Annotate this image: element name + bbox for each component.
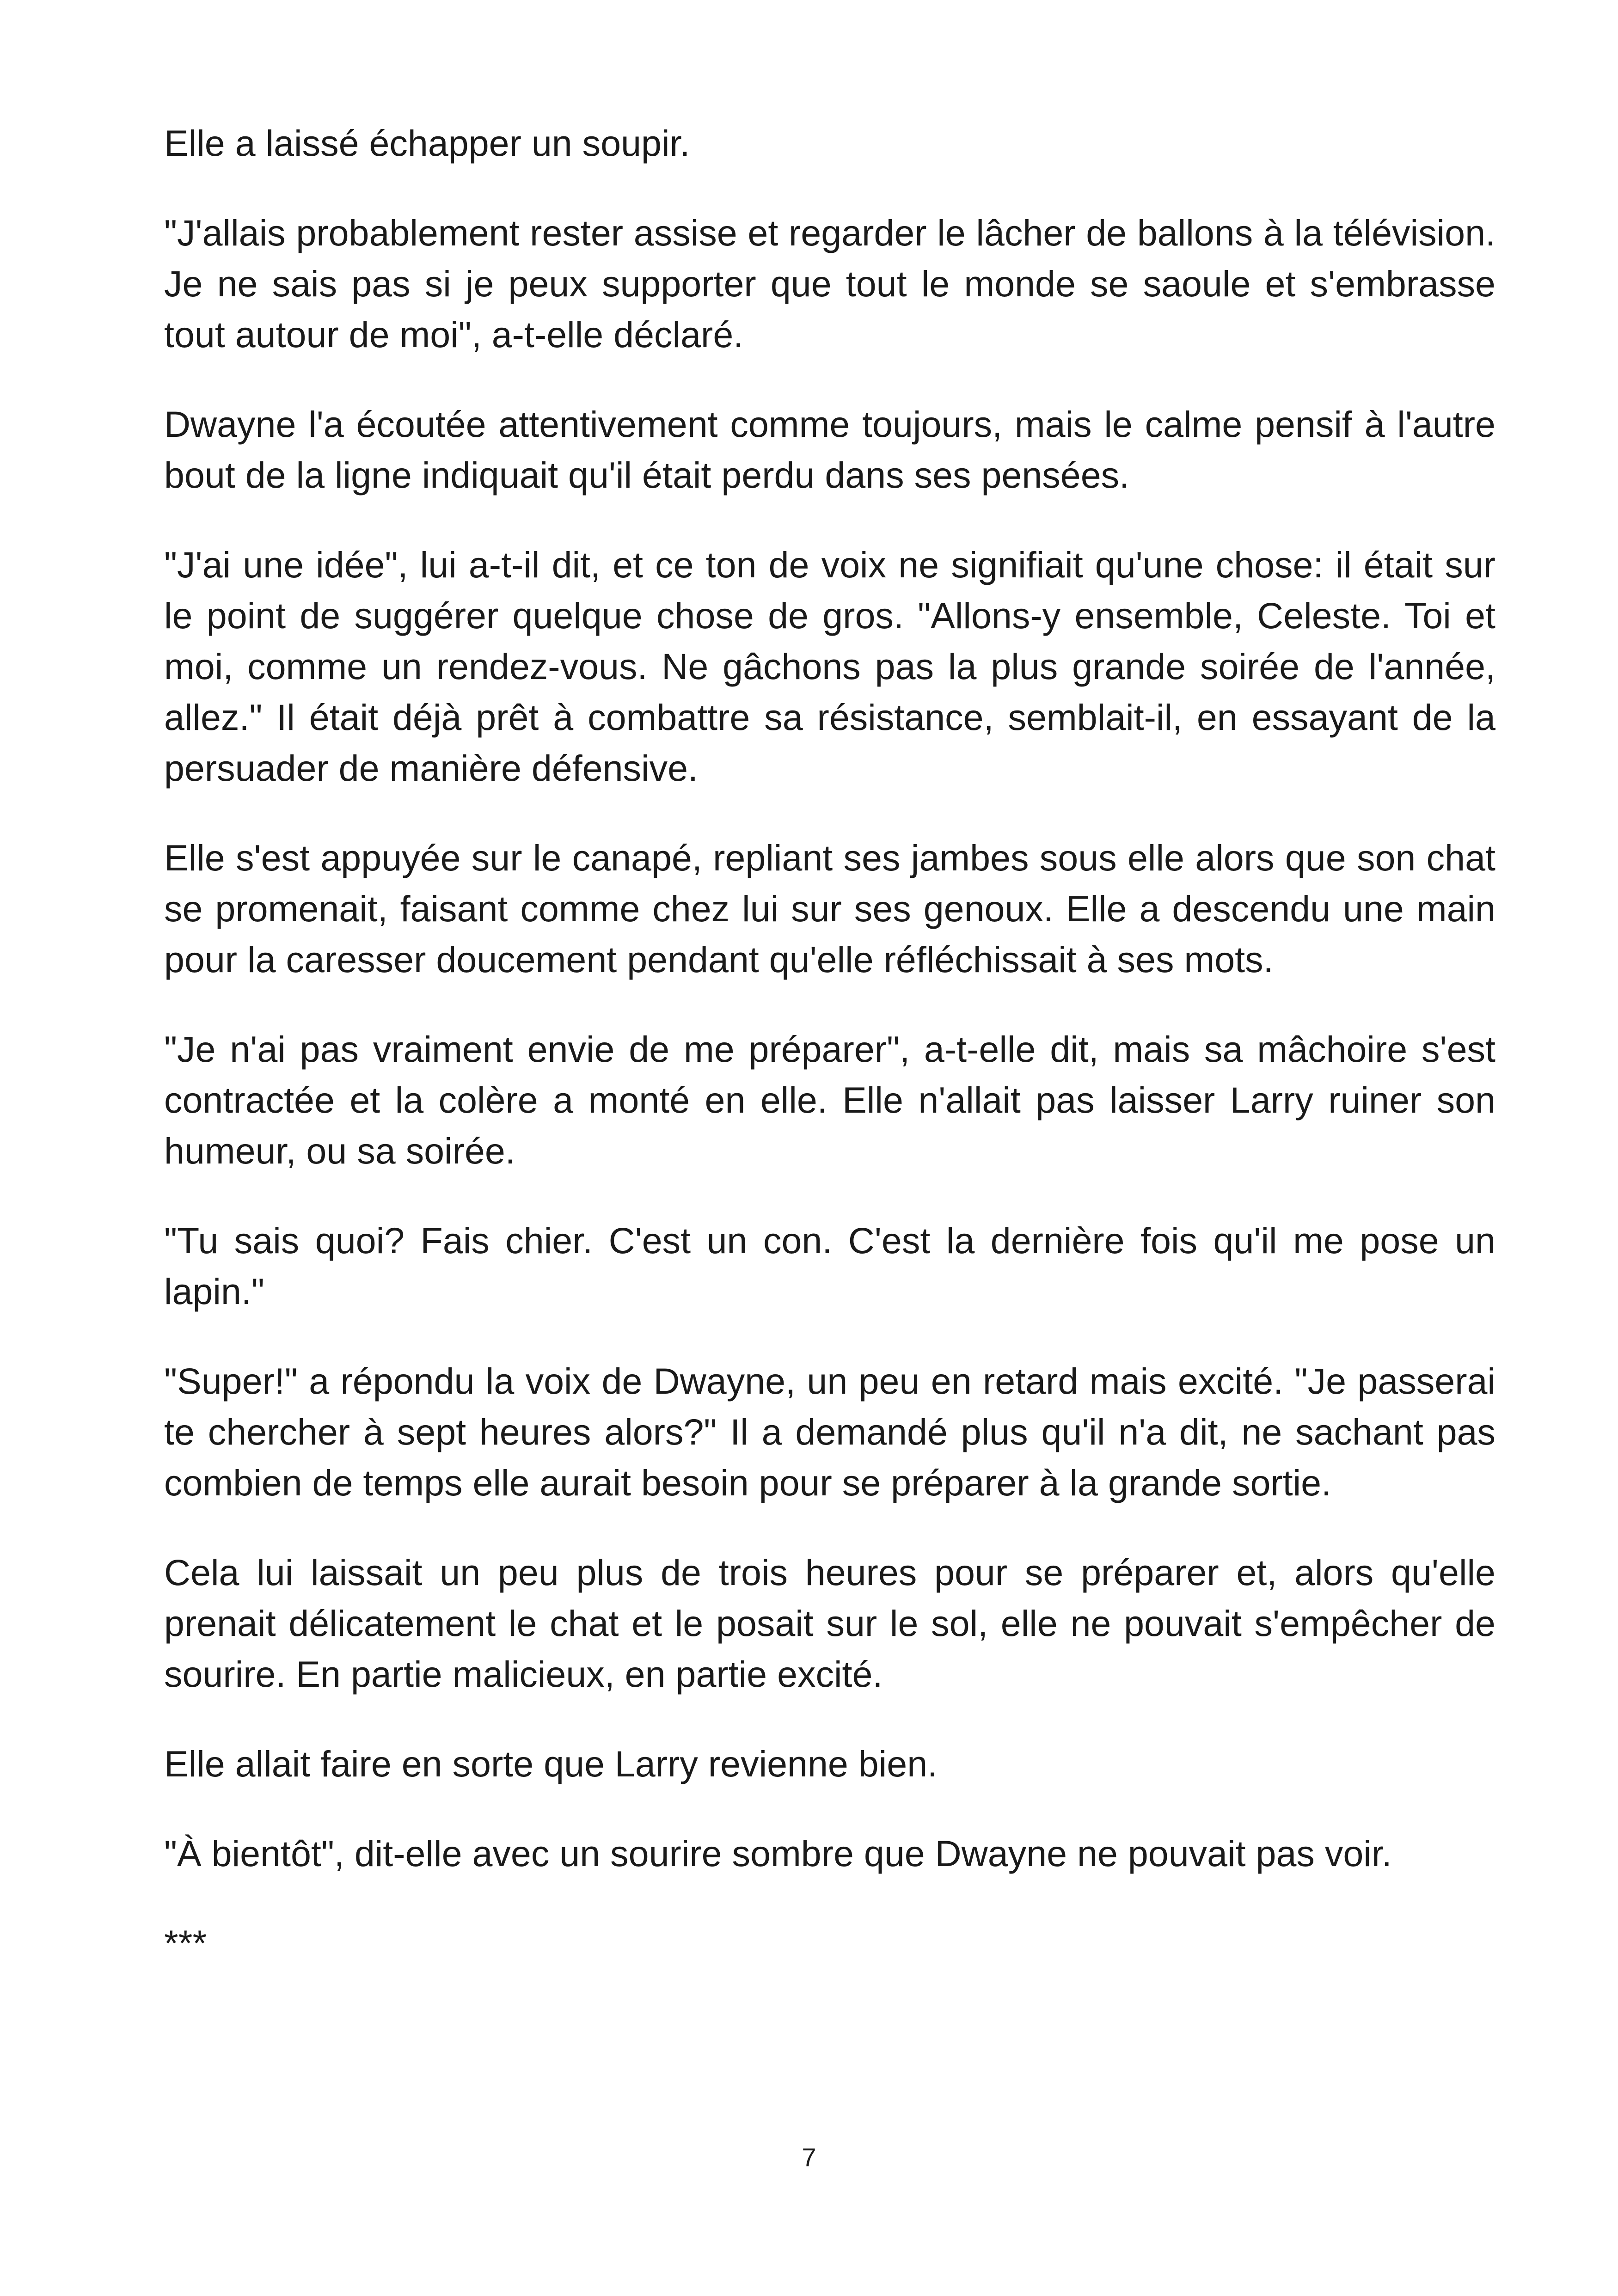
- paragraph-9: Cela lui laissait un peu plus de trois heures pour se préparer et, alors qu'elle prenait délicatement le chat et le posait sur le sol, elle ne pouvait s'empêcher de sourire. En partie malicieux, en partie excité.: [164, 1552, 1495, 1695]
- paragraph-5: Elle s'est appuyée sur le canapé, repliant ses jambes sous elle alors que son chat se promenait, faisant comme chez lui sur ses genoux. Elle a descendu une main pour la caresser doucement pendant qu'elle réfléchissait à ses mots.: [164, 837, 1495, 980]
- paragraph-10: Elle allait faire en sorte que Larry revienne bien.: [164, 1743, 938, 1784]
- page-number: 7: [802, 2143, 816, 2172]
- paragraph-1: Elle a laissé échapper un soupir.: [164, 122, 690, 164]
- paragraph-3: Dwayne l'a écoutée attentivement comme toujours, mais le calme pensif à l'autre bout de la ligne indiquait qu'il était perdu dans ses pensées.: [164, 404, 1495, 496]
- paragraph-8: "Super!" a répondu la voix de Dwayne, un peu en retard mais excité. "Je passerai te chercher à sept heures alors?" Il a demandé plus qu'il n'a dit, ne sachant pas combien de temps elle aurait besoin pour se préparer à la grande sortie.: [164, 1360, 1495, 1503]
- paragraph-11: "À bientôt", dit-elle avec un sourire sombre que Dwayne ne pouvait pas voir.: [164, 1833, 1392, 1874]
- paragraph-6: "Je n'ai pas vraiment envie de me préparer", a-t-elle dit, mais sa mâchoire s'est contractée et la colère a monté en elle. Elle n'allait pas laisser Larry ruiner son humeur, ou sa soirée.: [164, 1029, 1495, 1171]
- body-text: [164, 118, 1495, 2008]
- paragraph-2: "J'allais probablement rester assise et regarder le lâcher de ballons à la télévision. Je ne sais pas si je peux supporter que tout le monde se saoule et s'embrasse tout autour de moi", a-t-elle déclaré.: [164, 212, 1495, 355]
- paragraph-7: "Tu sais quoi? Fais chier. C'est un con. C'est la dernière fois qu'il me pose un lapin.": [164, 1220, 1495, 1312]
- paragraph-4: "J'ai une idée", lui a-t-il dit, et ce ton de voix ne signifiait qu'une chose: il était sur le point de suggérer quelque chose de gros. "Allons-y ensemble, Celeste. Toi et moi, comme un rendez-vous. Ne gâchons pas la plus grande soirée de l'année, allez." Il était déjà prêt à combattre sa résistance, semblait-il, en essayant de la persuader de manière défensive.: [164, 544, 1495, 789]
- scene-break: ***: [164, 1923, 207, 1964]
